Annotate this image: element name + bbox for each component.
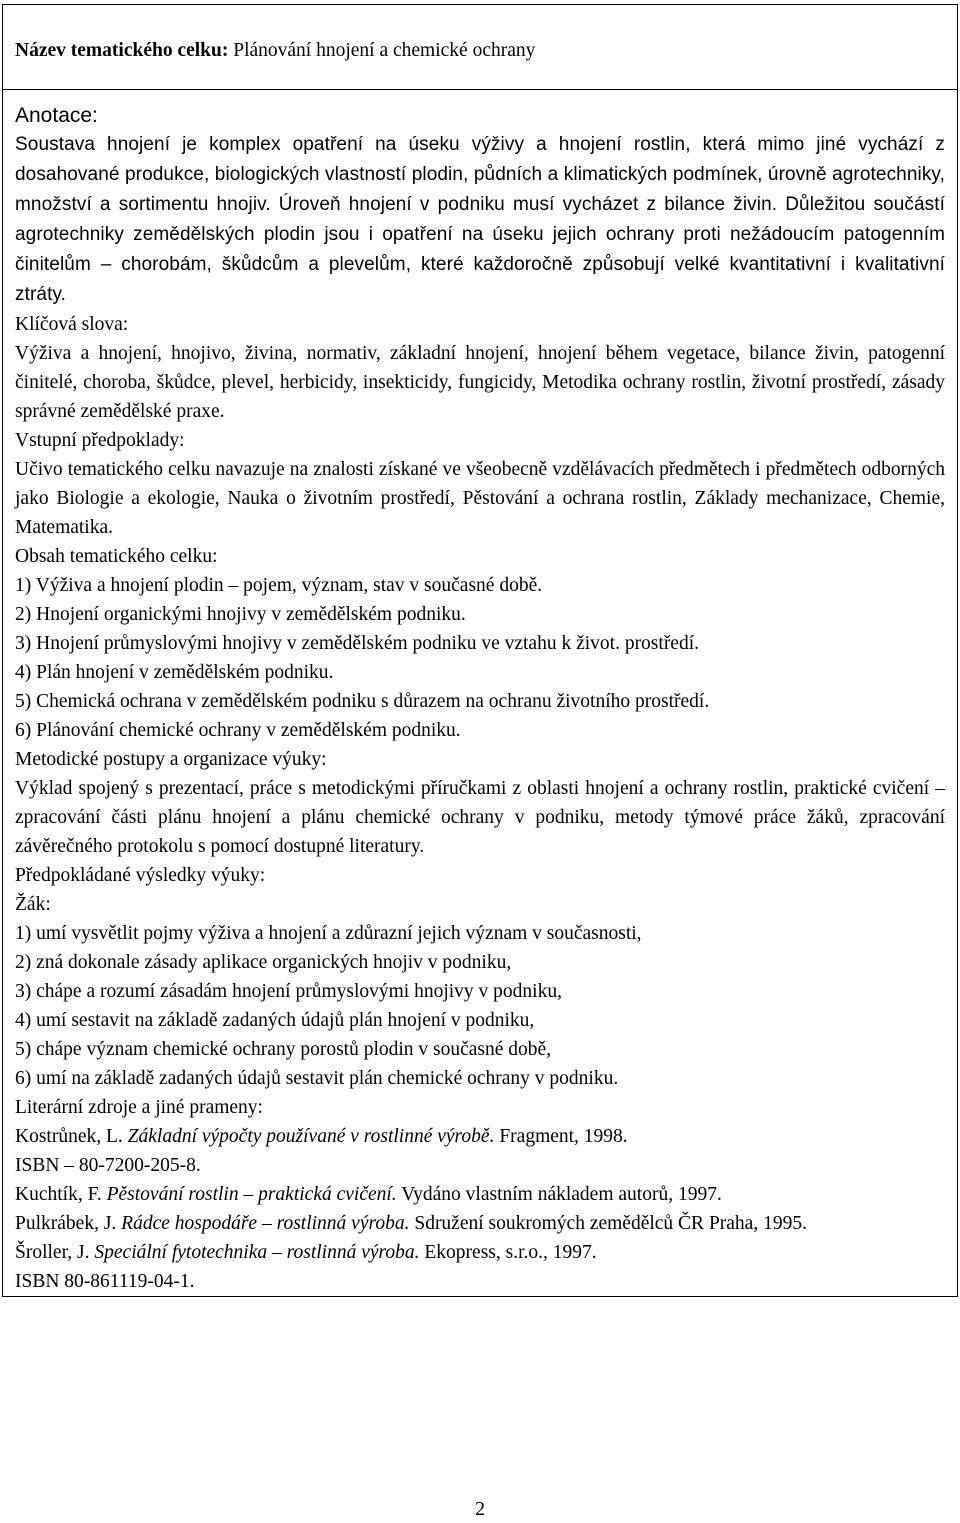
unit-title bbox=[15, 38, 945, 64]
title-row bbox=[3, 5, 958, 90]
methods-heading: Metodické postupy a organizace výuky: bbox=[15, 749, 327, 770]
content-item: 5) Chemická ochrana v zemědělském podniku s důrazem na ochranu životního prostředí. bbox=[15, 691, 710, 712]
unit-title-label: Název tematického celku: bbox=[15, 40, 229, 61]
content-item: 1) Výživa a hnojení plodin – pojem, význam, stav v současné době. bbox=[15, 575, 543, 596]
reference-isbn: ISBN – 80-7200-205-8. bbox=[15, 1155, 201, 1176]
anotace-text-part-2: Důležitou součástí agrotechniky zemědělských plodin jsou i opatření na úseku jejich ochrany proti nežádoucím patogenním činitelům – chorobám, škůdcům a plevelům, které každoročně způsobují velké kvantitativní i kvalitativní ztráty. bbox=[15, 194, 945, 305]
methods-text: Výklad spojený s prezentací, práce s metodickými příručkami z oblasti hnojení a ochrany rostlin, praktické cvičení – zpracování části plánu hnojení a plánu chemické ochrany v podniku, metody týmové práce žáků, zpracování závěrečného protokolu s pomocí dostupné literatury. bbox=[15, 778, 945, 857]
outcome-item: 3) chápe a rozumí zásadám hnojení průmyslovými hnojivy v podniku, bbox=[15, 981, 562, 1002]
content-item: 4) Plán hnojení v zemědělském podniku. bbox=[15, 662, 334, 683]
content-item: 3) Hnojení průmyslovými hnojivy v zemědělském podniku ve vztahu k život. prostředí. bbox=[15, 633, 700, 654]
outcome-item: 5) chápe význam chemické ochrany porostů plodin v současné době, bbox=[15, 1039, 552, 1060]
reference-author: Šroller, J. bbox=[15, 1242, 95, 1263]
content-row bbox=[3, 90, 958, 1297]
title-cell bbox=[3, 5, 958, 90]
keywords-heading: Klíčová slova: bbox=[15, 314, 129, 335]
reference-publisher: Vydáno vlastním nákladem autorů, 1997. bbox=[396, 1184, 722, 1205]
prerequisites-heading: Vstupní předpoklady: bbox=[15, 430, 185, 451]
reference-item bbox=[15, 1180, 945, 1209]
anotace-text bbox=[15, 130, 945, 310]
reference-author: Pulkrábek, J. bbox=[15, 1213, 122, 1234]
content-cell bbox=[3, 90, 958, 1297]
outcomes-lead: Žák: bbox=[15, 894, 51, 915]
reference-title: Speciální fytotechnika – rostlinná výroba. bbox=[94, 1242, 420, 1263]
reference-item bbox=[15, 1238, 945, 1267]
reference-publisher: Sdružení soukromých zemědělců ČR Praha, 1995. bbox=[409, 1213, 807, 1234]
content-item: 6) Plánování chemické ochrany v zemědělském podniku. bbox=[15, 720, 461, 741]
reference-publisher: Ekopress, s.r.o., 1997. bbox=[419, 1242, 597, 1263]
document-table bbox=[2, 4, 958, 1297]
page-number: 2 bbox=[475, 1498, 485, 1520]
reference-publisher: Fragment, 1998. bbox=[494, 1126, 628, 1147]
reference-item bbox=[15, 1209, 945, 1238]
reference-item bbox=[15, 1122, 945, 1151]
outcomes-heading: Předpokládané výsledky výuky: bbox=[15, 865, 266, 886]
content-heading: Obsah tematického celku: bbox=[15, 546, 218, 567]
reference-title: Rádce hospodáře – rostlinná výroba. bbox=[121, 1213, 410, 1234]
outcome-item: 4) umí sestavit na základě zadaných údajů plán hnojení v podniku, bbox=[15, 1010, 535, 1031]
outcome-item: 2) zná dokonale zásady aplikace organických hnojiv v podniku, bbox=[15, 952, 512, 973]
keywords-text: Výživa a hnojení, hnojivo, živina, normativ, základní hnojení, hnojení během vegetace, bilance živin, patogenní činitelé, choroba, škůdce, plevel, herbicidy, insekticidy, fungicidy, Metodika ochrany rostlin, životní prostředí, zásady správné zemědělské praxe. bbox=[15, 343, 945, 422]
outcome-item: 6) umí na základě zadaných údajů sestavit plán chemické ochrany v podniku. bbox=[15, 1068, 619, 1089]
reference-title: Základní výpočty používané v rostlinné výrobě. bbox=[127, 1126, 495, 1147]
reference-isbn: ISBN 80-861119-04-1. bbox=[15, 1271, 195, 1292]
content-item: 2) Hnojení organickými hnojivy v zemědělském podniku. bbox=[15, 604, 466, 625]
reference-author: Kuchtík, F. bbox=[15, 1184, 107, 1205]
anotace-text-part-1: Soustava hnojení je komplex opatření na úseku výživy a hnojení rostlin, která mimo jiné vychází z dosahované produkce, biologických vlastností plodin, půdních a klimatických podmínek, úrovně agrotechniky, množství a sortimentu hnojiv. Úroveň hnojení v podniku musí vycházet z bilance živin. bbox=[15, 134, 945, 215]
prerequisites-text: Učivo tematického celku navazuje na znalosti získané ve všeobecně vzdělávacích předmětech i předmětech odborných jako Biologie a ekologie, Nauka o životním prostředí, Pěstování a ochrana rostlin, Základy mechanizace, Chemie, Matematika. bbox=[15, 459, 945, 538]
outcome-item: 1) umí vysvětlit pojmy výživa a hnojení a zdůrazní jejich význam v současnosti, bbox=[15, 923, 642, 944]
reference-title: Pěstování rostlin – praktická cvičení. bbox=[106, 1184, 397, 1205]
anotace-heading: Anotace: bbox=[15, 104, 98, 127]
reference-author: Kostrůnek, L. bbox=[15, 1126, 128, 1147]
sources-heading: Literární zdroje a jiné prameny: bbox=[15, 1097, 263, 1118]
unit-title-value: Plánování hnojení a chemické ochrany bbox=[228, 40, 536, 61]
